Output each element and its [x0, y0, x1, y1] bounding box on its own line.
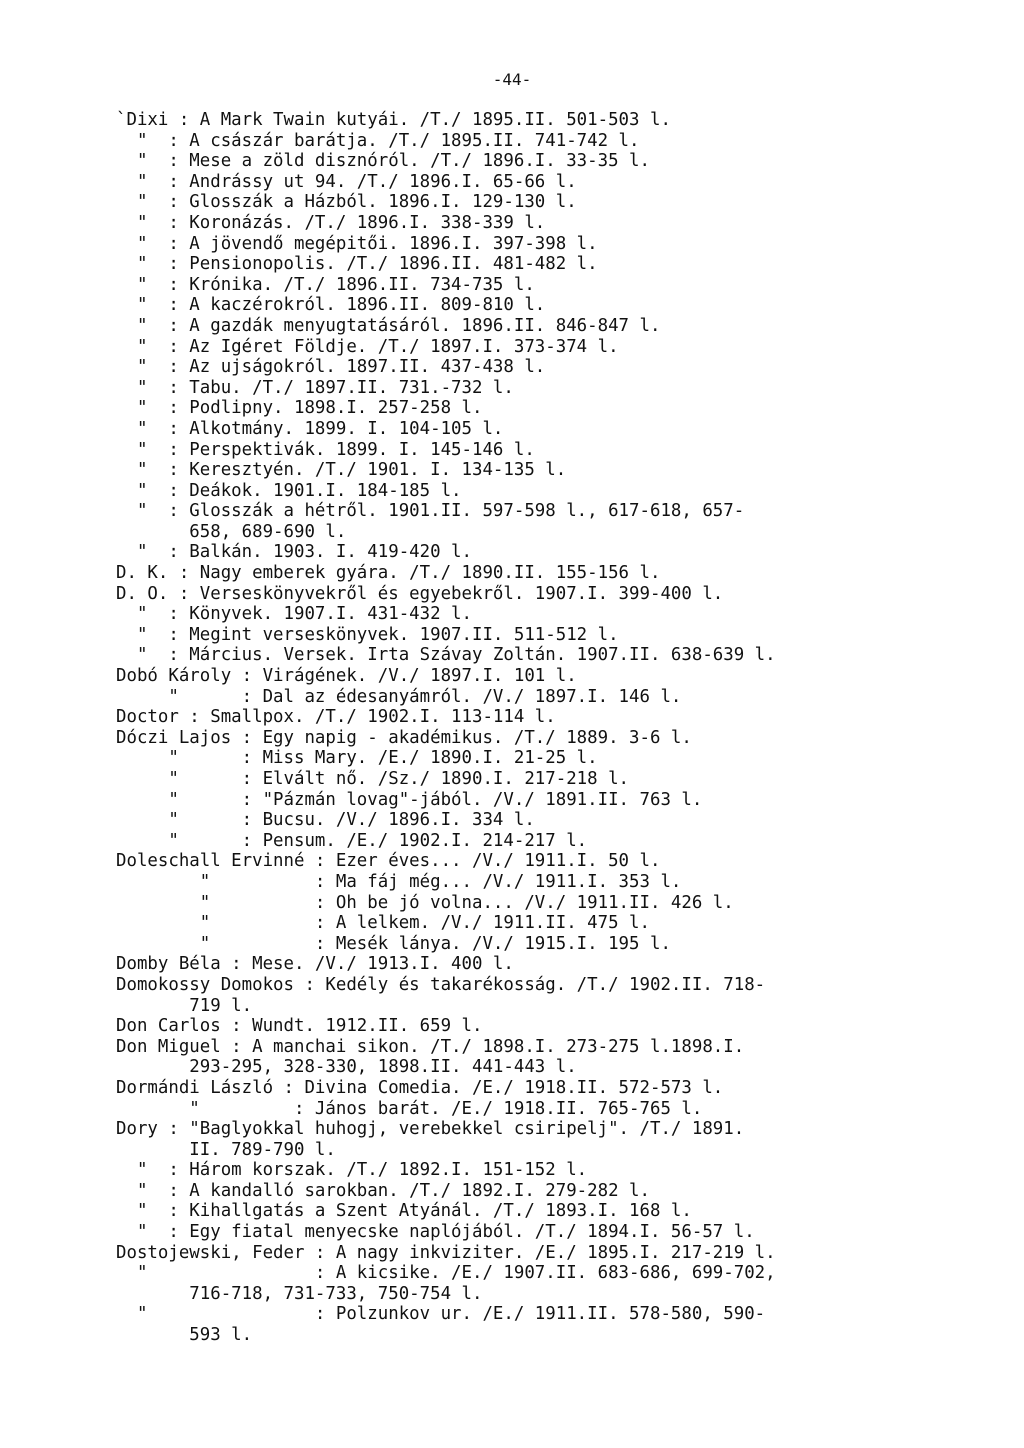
- entry-line: " : Perspektivák. 1899. I. 145-146 l.: [116, 439, 535, 460]
- entry-line: 716-718, 731-733, 750-754 l.: [116, 1283, 483, 1304]
- entry-line: " : Megint verseskönyvek. 1907.II. 511-512 l.: [116, 624, 619, 645]
- entry-line: " : Miss Mary. /E./ 1890.I. 21-25 l.: [116, 748, 598, 769]
- entry-line: Dóczi Lajos : Egy napig - akadémikus. /T./ 1889. 3-6 l.: [116, 727, 692, 748]
- entry-line: " : Oh be jó volna... /V./ 1911.II. 426 l.: [116, 892, 734, 913]
- entry-line: " : Glosszák a hétről. 1901.II. 597-598 l., 617-618, 657-: [116, 501, 745, 522]
- entry-line: " : Keresztyén. /T./ 1901. I. 134-135 l.: [116, 460, 567, 481]
- page-number: -44-: [492, 70, 532, 89]
- entry-line: " : Az ujságokról. 1897.II. 437-438 l.: [116, 357, 546, 378]
- entry-line: " : Dal az édesanyámról. /V./ 1897.I. 146 l.: [116, 686, 682, 707]
- entry-line: " : Ma fáj még... /V./ 1911.I. 353 l.: [116, 871, 682, 892]
- entry-line: " : Bucsu. /V./ 1896.I. 334 l.: [116, 810, 535, 831]
- entry-line: " : Polzunkov ur. /E./ 1911.II. 578-580, 590-: [116, 1304, 766, 1325]
- entry-line: " : Elvált nő. /Sz./ 1890.I. 217-218 l.: [116, 769, 630, 789]
- entry-line: " : Pensum. /E./ 1902.I. 214-217 l.: [116, 830, 588, 851]
- entry-line: " : Andrássy ut 94. /T./ 1896.I. 65-66 l.: [116, 171, 577, 192]
- entry-line: " : A jövendő megépitői. 1896.I. 397-398 l.: [116, 233, 598, 254]
- entry-line: D. O. : Verseskönyvekről és egyebekről. 1907.I. 399-400 l.: [116, 583, 724, 604]
- entry-line: " : Kihallgatás a Szent Atyánál. /T./ 1893.I. 168 l.: [116, 1201, 692, 1222]
- entry-line: II. 789-790 l.: [116, 1139, 336, 1160]
- entry-line: " : Deákok. 1901.I. 184-185 l.: [116, 480, 462, 501]
- entry-line: Dormándi László : Divina Comedia. /E./ 1918.II. 572-573 l.: [116, 1077, 724, 1098]
- entry-line: " : A kaczérokról. 1896.II. 809-810 l.: [116, 295, 546, 316]
- entry-line: " : A lelkem. /V./ 1911.II. 475 l.: [116, 913, 650, 934]
- entry-line: Dostojewski, Feder : A nagy inkviziter. /E./ 1895.I. 217-219 l.: [116, 1242, 776, 1263]
- entry-line: " : Podlipny. 1898.I. 257-258 l.: [116, 398, 483, 419]
- entry-line: Dory : "Baglyokkal huhogj, verebekkel csiripelj". /T./ 1891.: [116, 1119, 745, 1140]
- entry-line: Don Miguel : A manchai sikon. /T./ 1898.I. 273-275 l.1898.I.: [116, 1036, 745, 1057]
- entry-line: " : A kandalló sarokban. /T./ 1892.I. 279-282 l.: [116, 1180, 650, 1201]
- entry-line: " : Mesék lánya. /V./ 1915.I. 195 l.: [116, 933, 671, 954]
- entry-line: Doleschall Ervinné : Ezer éves... /V./ 1911.I. 50 l.: [116, 851, 661, 872]
- entry-line: " : Krónika. /T./ 1896.II. 734-735 l.: [116, 274, 535, 295]
- entry-line: " : A gazdák menyugtatásáról. 1896.II. 846-847 l.: [116, 315, 661, 336]
- entry-line: " : Glosszák a Házból. 1896.I. 129-130 l.: [116, 192, 577, 213]
- entry-line: " : A kicsike. /E./ 1907.II. 683-686, 699-702,: [116, 1263, 776, 1284]
- entry-line: " : János barát. /E./ 1918.II. 765-765 l.: [116, 1098, 703, 1119]
- entry-line: " : A császár barátja. /T./ 1895.II. 741-742 l.: [116, 130, 640, 151]
- entry-line: 593 l.: [116, 1325, 253, 1346]
- entry-line: `Dixi : A Mark Twain kutyái. /T./ 1895.II. 501-503 l.: [116, 110, 671, 130]
- entry-line: " : Pensionopolis. /T./ 1896.II. 481-482 l.: [116, 254, 598, 275]
- entry-line: D. K. : Nagy emberek gyára. /T./ 1890.II. 155-156 l.: [116, 563, 661, 584]
- entry-line: " : Alkotmány. 1899. I. 104-105 l.: [116, 418, 504, 439]
- entry-line: " : Balkán. 1903. I. 419-420 l.: [116, 542, 472, 563]
- entry-line: Doctor : Smallpox. /T./ 1902.I. 113-114 l.: [116, 707, 556, 728]
- entry-line: " : Március. Versek. Irta Szávay Zoltán. 1907.II. 638-639 l.: [116, 645, 776, 666]
- entry-line: " : Egy fiatal menyecske naplójából. /T./ 1894.I. 56-57 l.: [116, 1222, 755, 1243]
- entry-line: " : Koronázás. /T./ 1896.I. 338-339 l.: [116, 212, 546, 233]
- entry-line: " : Könyvek. 1907.I. 431-432 l.: [116, 604, 472, 625]
- entry-line: 719 l.: [116, 995, 253, 1016]
- entry-line: " : Mese a zöld disznóról. /T./ 1896.I. 33-35 l.: [116, 151, 650, 172]
- entry-line: Don Carlos : Wundt. 1912.II. 659 l.: [116, 1016, 483, 1037]
- entry-line: " : "Pázmán lovag"-jából. /V./ 1891.II. 763 l.: [116, 789, 703, 810]
- entry-line: Dobó Károly : Virágének. /V./ 1897.I. 101 l.: [116, 666, 577, 687]
- entry-line: 293-295, 328-330, 1898.II. 441-443 l.: [116, 1057, 577, 1078]
- entry-line: " : Tabu. /T./ 1897.II. 731.-732 l.: [116, 377, 514, 398]
- entry-line: " : Három korszak. /T./ 1892.I. 151-152 l.: [116, 1160, 588, 1181]
- entry-line: " : Az Igéret Földje. /T./ 1897.I. 373-374 l.: [116, 336, 619, 357]
- entry-line: Domby Béla : Mese. /V./ 1913.I. 400 l.: [116, 954, 514, 975]
- bibliography-entries: [116, 110, 1006, 1346]
- entry-line: Domokossy Domokos : Kedély és takarékosság. /T./ 1902.II. 718-: [116, 974, 766, 995]
- entry-line: 658, 689-690 l.: [116, 521, 347, 542]
